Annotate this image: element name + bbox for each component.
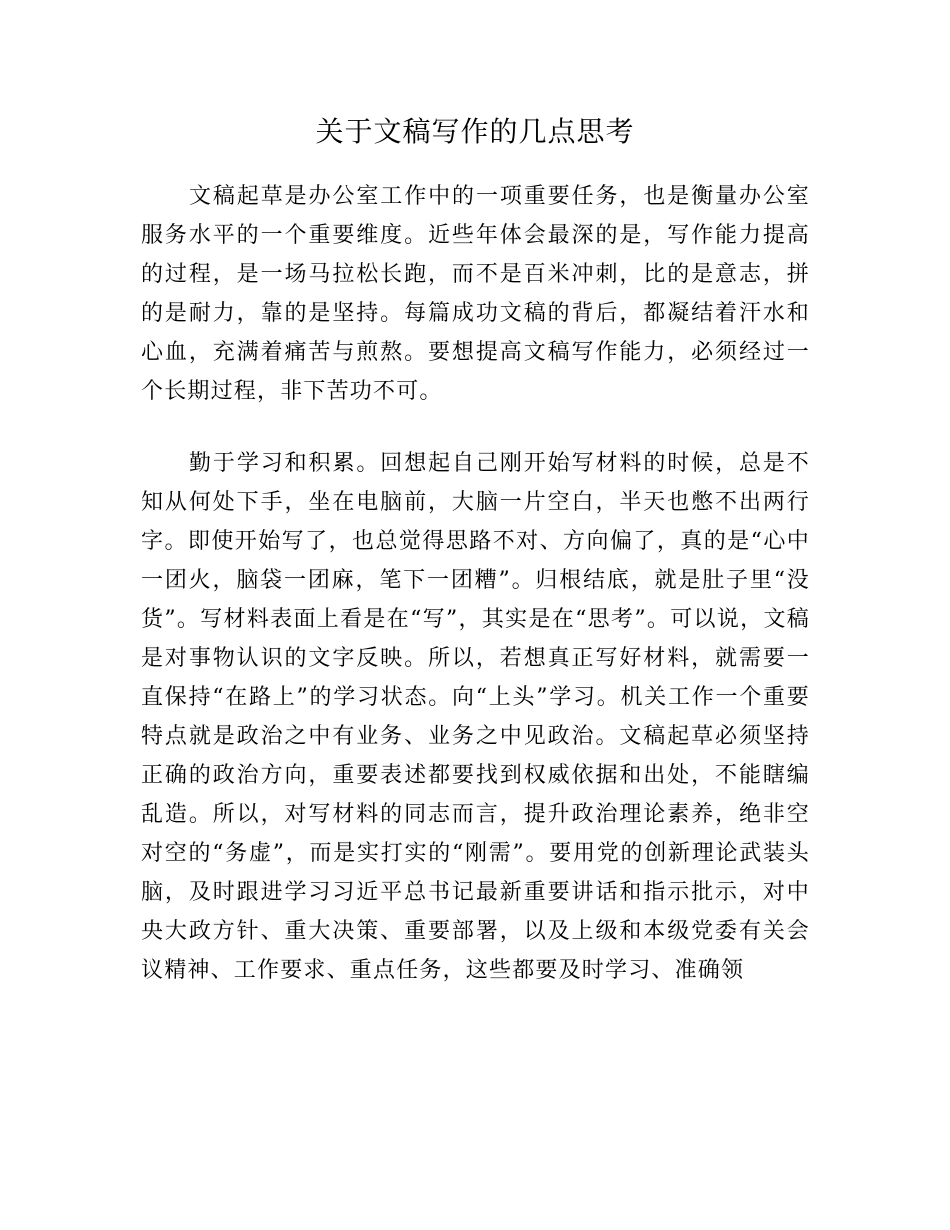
document-title: 关于文稿写作的几点思考: [315, 115, 635, 148]
paragraph-intro: 文稿起草是办公室工作中的一项重要任务，也是衡量办公室服务水平的一个重要维度。近些年体会最深的是，写作能力提高的过程，是一场马拉松长跑，而不是百米冲刺，比的是意志，拼的是耐力，靠的是坚持。每篇成功文稿的背后，都凝结着汗水和心血，充满着痛苦与煎熬。要想提高文稿写作能力，必须经过一个长期过程，非下苦功不可。: [141, 184, 810, 404]
paragraph-study: 勤于学习和积累。回想起自己刚开始写材料的时候，总是不知从何处下手，坐在电脑前，大脑一片空白，半天也憋不出两行字。即使开始写了，也总觉得思路不对、方向偏了，真的是“心中一团火，脑袋一团麻，笔下一团糟”。归根结底，就是肚子里“没货”。写材料表面上看是在“写”，其实是在“思考”。可以说，文稿是对事物认识的文字反映。所以，若想真正写好材料，就需要一直保持“在路上”的学习状态。向“上头”学习。机关工作一个重要特点就是政治之中有业务、业务之中见政治。文稿起草必须坚持正确的政治方向，重要表述都要找到权威依据和出处，不能瞎编乱造。所以，对写材料的同志而言，提升政治理论素养，绝非空对空的“务虚”，而是实打实的“刚需”。要用党的创新理论武装头脑，及时跟进学习习近平总书记最新重要讲话和指示批示，对中央大政方针、重大决策、重要部署，以及上级和本级党委有关会议精神、工作要求、重点任务，这些都要及时学习、准确领: [141, 451, 810, 983]
